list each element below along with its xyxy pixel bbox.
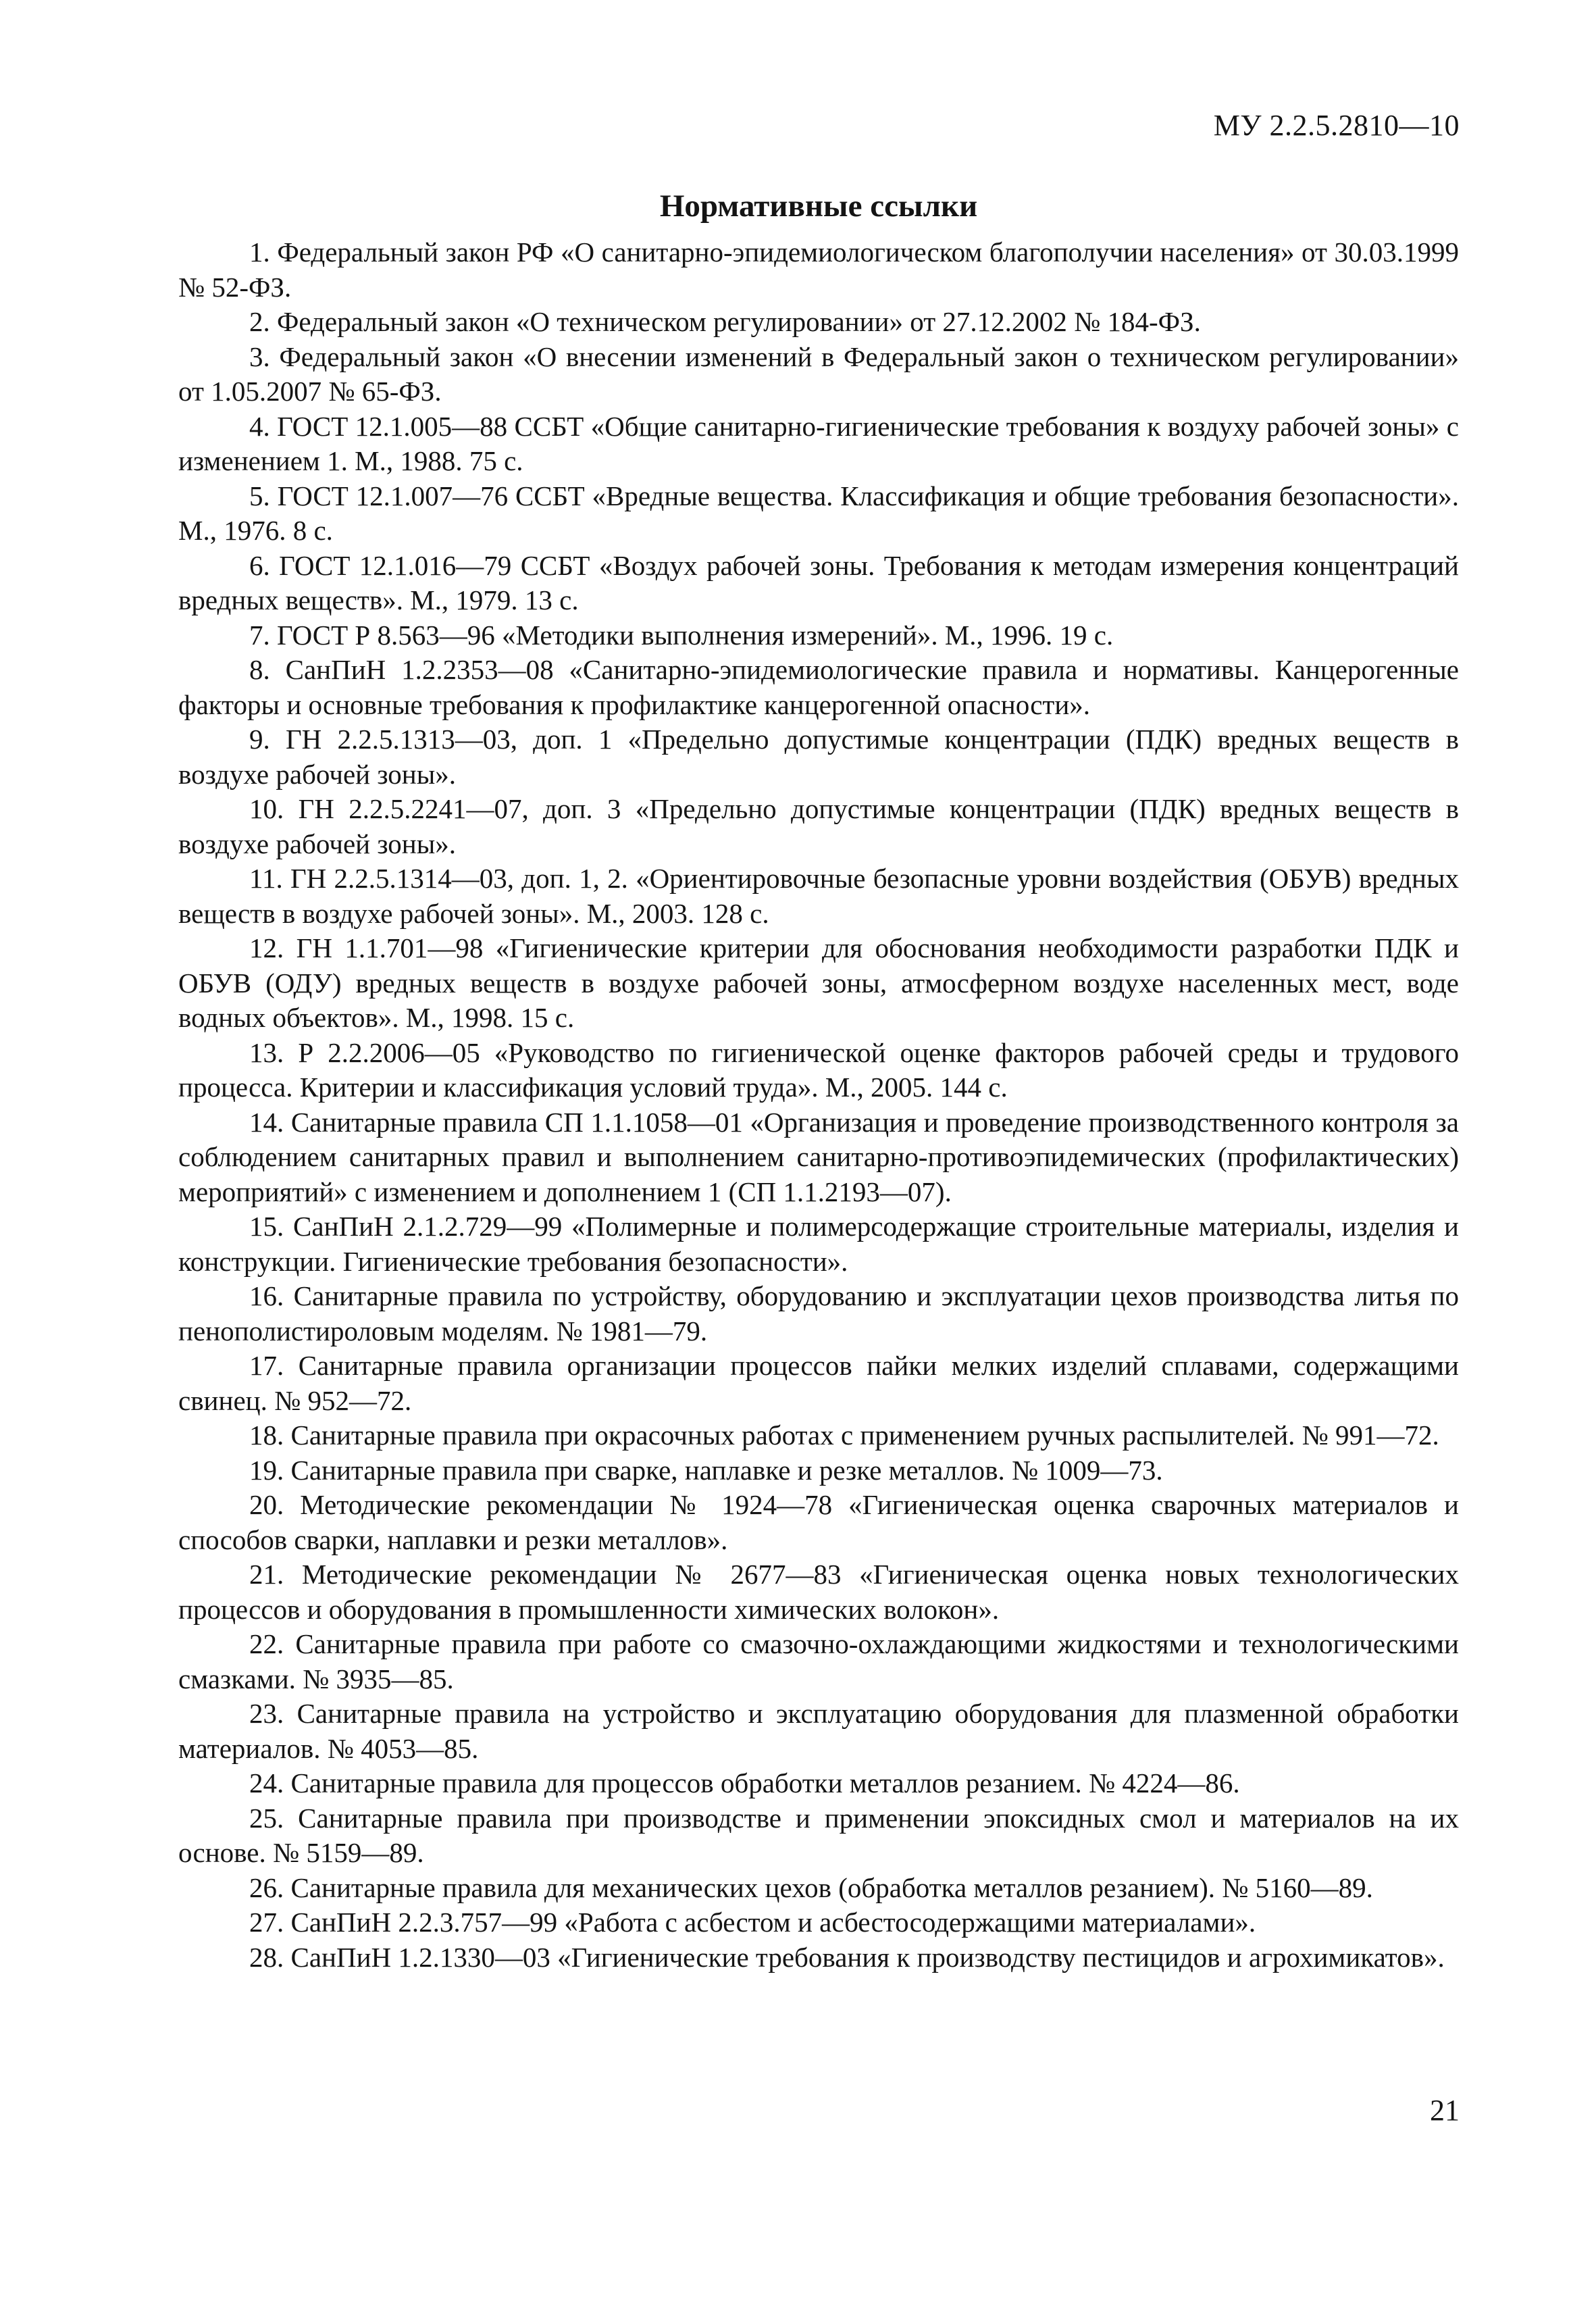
- reference-item: 26. Санитарные правила для механических цехов (обработка металлов резанием). № 5160—89.: [249, 1871, 1373, 1903]
- reference-item: 14. Санитарные правила СП 1.1.1058—01 «Организация и проведение производственного контроля за соблюдением санитарных правил и выполнением санитарно-противоэпидемических (профилактических) мероприятий» с изменением и дополнением 1 (СП 1.1.2193—07).: [178, 1106, 1459, 1207]
- reference-item: 7. ГОСТ Р 8.563—96 «Методики выполнения измерений». М., 1996. 19 с.: [249, 619, 1114, 651]
- reference-item: 21. Методические рекомендации № 2677—83 «Гигиеническая оценка новых технологических процессов и оборудования в промышленности химических волокон».: [178, 1559, 1459, 1625]
- reference-item: 1. Федеральный закон РФ «О санитарно-эпидемиологическом благополучии населения» от 30.03.1999 № 52-ФЗ.: [178, 236, 1459, 303]
- reference-item: 9. ГН 2.2.5.1313—03, доп. 1 «Предельно допустимые концентрации (ПДК) вредных веществ в воздухе рабочей зоны».: [178, 724, 1459, 790]
- reference-item: 6. ГОСТ 12.1.016—79 ССБТ «Воздух рабочей зоны. Требования к методам измерения концентраций вредных веществ». М., 1979. 13 с.: [178, 549, 1459, 615]
- page-number: 21: [1430, 2094, 1460, 2127]
- reference-item: 16. Санитарные правила по устройству, оборудованию и эксплуатации цехов производства литья по пенополистироловым моделям. № 1981—79.: [178, 1280, 1459, 1347]
- page-content: [178, 186, 1459, 1975]
- reference-item: 11. ГН 2.2.5.1314—03, доп. 1, 2. «Ориентировочные безопасные уровни воздействия (ОБУВ) вредных веществ в воздухе рабочей зоны». М., 2003. 128 с.: [178, 863, 1459, 929]
- document-code: МУ 2.2.5.2810—10: [1213, 109, 1460, 142]
- reference-item: 24. Санитарные правила для процессов обработки металлов резанием. № 4224—86.: [249, 1767, 1240, 1799]
- reference-item: 12. ГН 1.1.701—98 «Гигиенические критерии для обоснования необходимости разработки ПДК и ОБУВ (ОДУ) вредных веществ в воздухе рабочей зоны, атмосферном воздухе населенных мест, воде водных объектов». М., 1998. 15 с.: [178, 932, 1459, 1033]
- reference-item: 18. Санитарные правила при окрасочных работах с применением ручных распылителей. № 991—72.: [249, 1419, 1439, 1451]
- reference-item: 25. Санитарные правила при производстве и применении эпоксидных смол и материалов на их основе. № 5159—89.: [178, 1802, 1459, 1868]
- reference-item: 17. Санитарные правила организации процессов пайки мелких изделий сплавами, содержащими свинец. № 952—72.: [178, 1350, 1459, 1416]
- reference-item: 23. Санитарные правила на устройство и эксплуатацию оборудования для плазменной обработки материалов. № 4053—85.: [178, 1698, 1459, 1764]
- reference-item: 10. ГН 2.2.5.2241—07, доп. 3 «Предельно допустимые концентрации (ПДК) вредных веществ в воздухе рабочей зоны».: [178, 793, 1459, 859]
- reference-item: 5. ГОСТ 12.1.007—76 ССБТ «Вредные вещества. Классификация и общие требования безопасности». М., 1976. 8 с.: [178, 480, 1459, 546]
- reference-item: 8. СанПиН 1.2.2353—08 «Санитарно-эпидемиологические правила и нормативы. Канцерогенные факторы и основные требования к профилактике канцерогенной опасности».: [178, 654, 1459, 720]
- reference-item: 2. Федеральный закон «О техническом регулировании» от 27.12.2002 № 184-ФЗ.: [249, 306, 1201, 337]
- reference-item: 22. Санитарные правила при работе со смазочно-охлаждающими жидкостями и технологическими смазками. № 3935—85.: [178, 1628, 1459, 1694]
- reference-item: 3. Федеральный закон «О внесении изменений в Федеральный закон о техническом регулировании» от 1.05.2007 № 65-ФЗ.: [178, 341, 1459, 407]
- reference-item: 20. Методические рекомендации № 1924—78 «Гигиеническая оценка сварочных материалов и способов сварки, наплавки и резки металлов».: [178, 1489, 1459, 1555]
- references-list: [178, 235, 1459, 1975]
- reference-item: 15. СанПиН 2.1.2.729—99 «Полимерные и полимерсодержащие строительные материалы, изделия и конструкции. Гигиенические требования безопасности».: [178, 1211, 1459, 1277]
- section-title: Нормативные ссылки: [659, 188, 978, 224]
- reference-item: 28. СанПиН 1.2.1330—03 «Гигиенические требования к производству пестицидов и агрохимикатов».: [249, 1941, 1445, 1973]
- reference-item: 13. Р 2.2.2006—05 «Руководство по гигиенической оценке факторов рабочей среды и трудового процесса. Критерии и классификация условий труда». М., 2005. 144 с.: [178, 1036, 1459, 1103]
- reference-item: 27. СанПиН 2.2.3.757—99 «Работа с асбестом и асбестосодержащими материалами».: [249, 1907, 1256, 1938]
- reference-item: 4. ГОСТ 12.1.005—88 ССБТ «Общие санитарно-гигиенические требования к воздуху рабочей зоны» с изменением 1. М., 1988. 75 с.: [178, 410, 1459, 476]
- reference-item: 19. Санитарные правила при сварке, наплавке и резке металлов. № 1009—73.: [249, 1454, 1163, 1486]
